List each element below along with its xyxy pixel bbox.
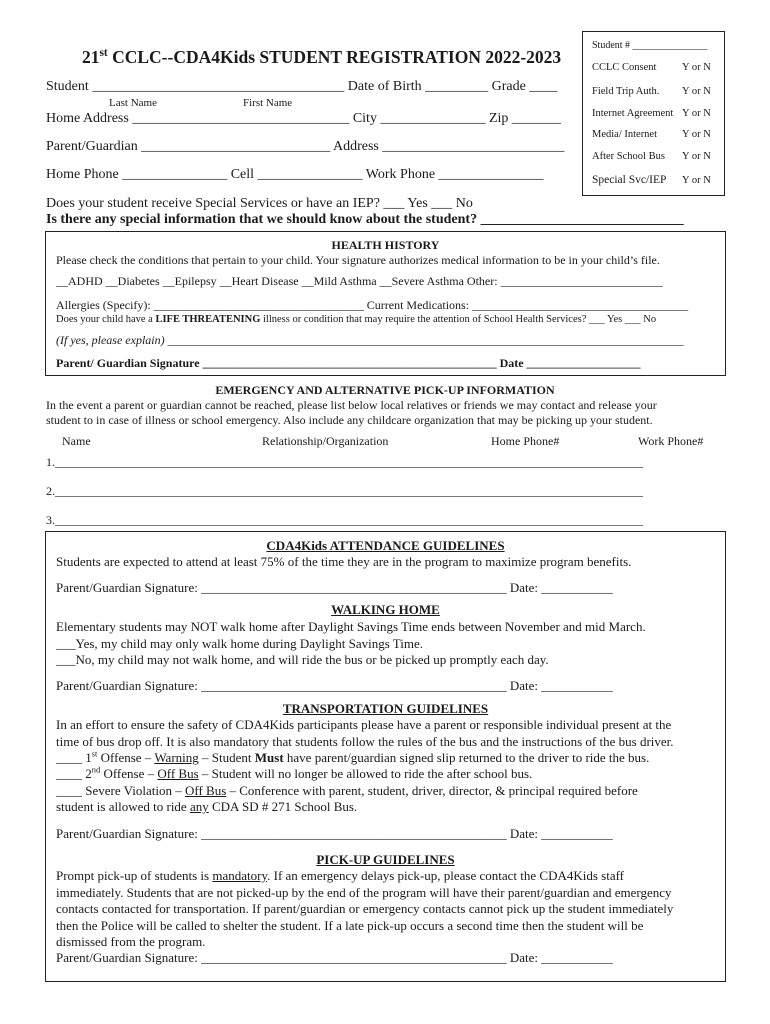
severe-violation-line[interactable]: ____ Severe Violation – Off Bus – Conference with parent, student, driver, director, & principal required before: [56, 783, 638, 798]
health-intro: Please check the conditions that pertain to your child. Your signature authorizes medical information to be in your child’s file.: [56, 253, 660, 267]
attendance-signature-line[interactable]: Parent/Guardian Signature: _______________________________________________ Date: ___________: [56, 580, 613, 595]
walking-text: Elementary students may NOT walk home after Daylight Savings Time ends between November and mid March.: [56, 619, 646, 634]
office-row-label: After School Bus: [592, 151, 665, 162]
col-name-header: Name: [62, 434, 91, 448]
office-row-value[interactable]: Y or N: [682, 129, 711, 140]
col-home-phone-header: Home Phone#: [491, 434, 560, 448]
walking-heading: WALKING HOME: [331, 602, 440, 617]
office-row-value[interactable]: Y or N: [682, 86, 711, 97]
emergency-contact-line[interactable]: 1.__________________________________________________________________________________________________: [46, 455, 643, 469]
emergency-contact-line[interactable]: 3.__________________________________________________________________________________________________: [46, 513, 643, 527]
health-signature-line[interactable]: Parent/ Guardian Signature _________________________________________________ Date ___________________: [56, 356, 641, 370]
first-name-caption: First Name: [243, 97, 293, 109]
pickup-text-2: immediately. Students that are not picked-up by the end of the program will have their parent/guardian and emergency: [56, 885, 672, 900]
office-row-value[interactable]: Y or N: [682, 175, 711, 186]
office-row-label: CCLC Consent: [592, 62, 657, 73]
life-threatening-question[interactable]: Does your child have a LIFE THREATENING illness or condition that may require the attention of School Health Services? ___ Yes ___ No: [56, 314, 657, 325]
pickup-text-4: then the Police will be called to shelter the student. If a late pick-up occurs a second time then the student will be: [56, 918, 644, 933]
attendance-text: Students are expected to attend at least 75% of the time they are in the program to maximize program benefits.: [56, 554, 632, 569]
home-address-line[interactable]: Home Address _______________________________ City _______________ Zip _______: [46, 111, 561, 126]
special-services-question[interactable]: Does your student receive Special Services or have an IEP? ___ Yes ___ No: [46, 196, 473, 211]
transportation-text-2: time of bus drop off. It is also mandatory that students follow the rules of the bus and the instructions of the bus driver.: [56, 734, 674, 749]
office-row-value[interactable]: Y or N: [682, 62, 711, 73]
attendance-heading: CDA4Kids ATTENDANCE GUIDELINES: [266, 538, 505, 553]
health-conditions-checklist[interactable]: __ADHD __Diabetes __Epilepsy __Heart Disease __Mild Asthma __Severe Asthma Other: ___________________________: [56, 274, 663, 288]
office-row-label: Internet Agreement: [592, 108, 674, 119]
phone-line[interactable]: Home Phone _______________ Cell _______________ Work Phone _______________: [46, 167, 544, 182]
emergency-text-1: In the event a parent or guardian cannot be reached, please list below local relatives or friends we may contact and release your: [46, 398, 657, 412]
emergency-heading: EMERGENCY AND ALTERNATIVE PICK-UP INFORMATION: [215, 383, 555, 397]
office-use-box: [582, 31, 725, 196]
guidelines-box: [45, 531, 726, 982]
office-row-label: Special Svc/IEP: [592, 174, 667, 186]
pickup-text-1: Prompt pick-up of students is mandatory. If an emergency delays pick-up, please contact the CDA4Kids staff: [56, 868, 625, 883]
first-offense-line[interactable]: ____ 1st Offense – Warning – Student Must have parent/guardian signed slip returned to the driver to ride the bus.: [56, 748, 650, 765]
severe-violation-line-2: student is allowed to ride any CDA SD # 271 School Bus.: [56, 799, 358, 814]
office-row-label: Field Trip Auth.: [592, 86, 660, 97]
office-row-label: Media/ Internet: [592, 129, 658, 140]
student-name-line[interactable]: Student ____________________________________ Date of Birth _________ Grade ____: [46, 79, 558, 94]
page-title: 21st CCLC--CDA4Kids STUDENT REGISTRATION 2022-2023: [82, 47, 562, 67]
pickup-signature-line[interactable]: Parent/Guardian Signature: _______________________________________________ Date: ___________: [56, 950, 613, 965]
last-name-caption: Last Name: [109, 97, 157, 109]
emergency-contact-line[interactable]: 2.__________________________________________________________________________________________________: [46, 484, 643, 498]
second-offense-line[interactable]: ____ 2nd Offense – Off Bus – Student will no longer be allowed to ride the after school bus.: [56, 764, 533, 781]
parent-guardian-line[interactable]: Parent/Guardian ___________________________ Address __________________________: [46, 139, 565, 154]
transportation-heading: TRANSPORTATION GUIDELINES: [282, 701, 489, 716]
emergency-text-2: student to in case of illness or school emergency. Also include any childcare organization that may be picking up your student.: [46, 413, 653, 427]
special-info-question[interactable]: Is there any special information that we should know about the student? _____________________________: [46, 212, 684, 227]
office-row-value[interactable]: Y or N: [682, 108, 711, 119]
health-history-box: [45, 231, 726, 376]
walking-signature-line[interactable]: Parent/Guardian Signature: _______________________________________________ Date: ___________: [56, 678, 613, 693]
transportation-text-1: In an effort to ensure the safety of CDA4Kids participants please have a parent or responsible individual present at the: [56, 717, 672, 732]
walking-no-option[interactable]: ___No, my child may not walk home, and will ride the bus or be picked up promptly each day.: [56, 652, 549, 667]
walking-yes-option[interactable]: ___Yes, my child may only walk home during Daylight Savings Time.: [56, 636, 424, 651]
pickup-text-3: contacts contacted for transportation. If parent/guardian or emergency contacts cannot pick up the student immediately: [56, 901, 674, 916]
explain-line[interactable]: (If yes, please explain) ______________________________________________________________________________________: [56, 333, 684, 347]
col-work-phone-header: Work Phone#: [638, 434, 704, 448]
transportation-signature-line[interactable]: Parent/Guardian Signature: _______________________________________________ Date: ___________: [56, 826, 613, 841]
student-number-field[interactable]: Student # _______________: [592, 40, 708, 51]
pickup-heading: PICK-UP GUIDELINES: [316, 852, 455, 867]
office-row-value[interactable]: Y or N: [682, 151, 711, 162]
allergies-medications-line[interactable]: Allergies (Specify): ___________________________________ Current Medications: ____________________________________: [56, 298, 689, 312]
health-history-heading: HEALTH HISTORY: [331, 238, 440, 252]
pickup-text-5: dismissed from the program.: [56, 934, 206, 949]
col-relationship-header: Relationship/Organization: [262, 434, 389, 448]
